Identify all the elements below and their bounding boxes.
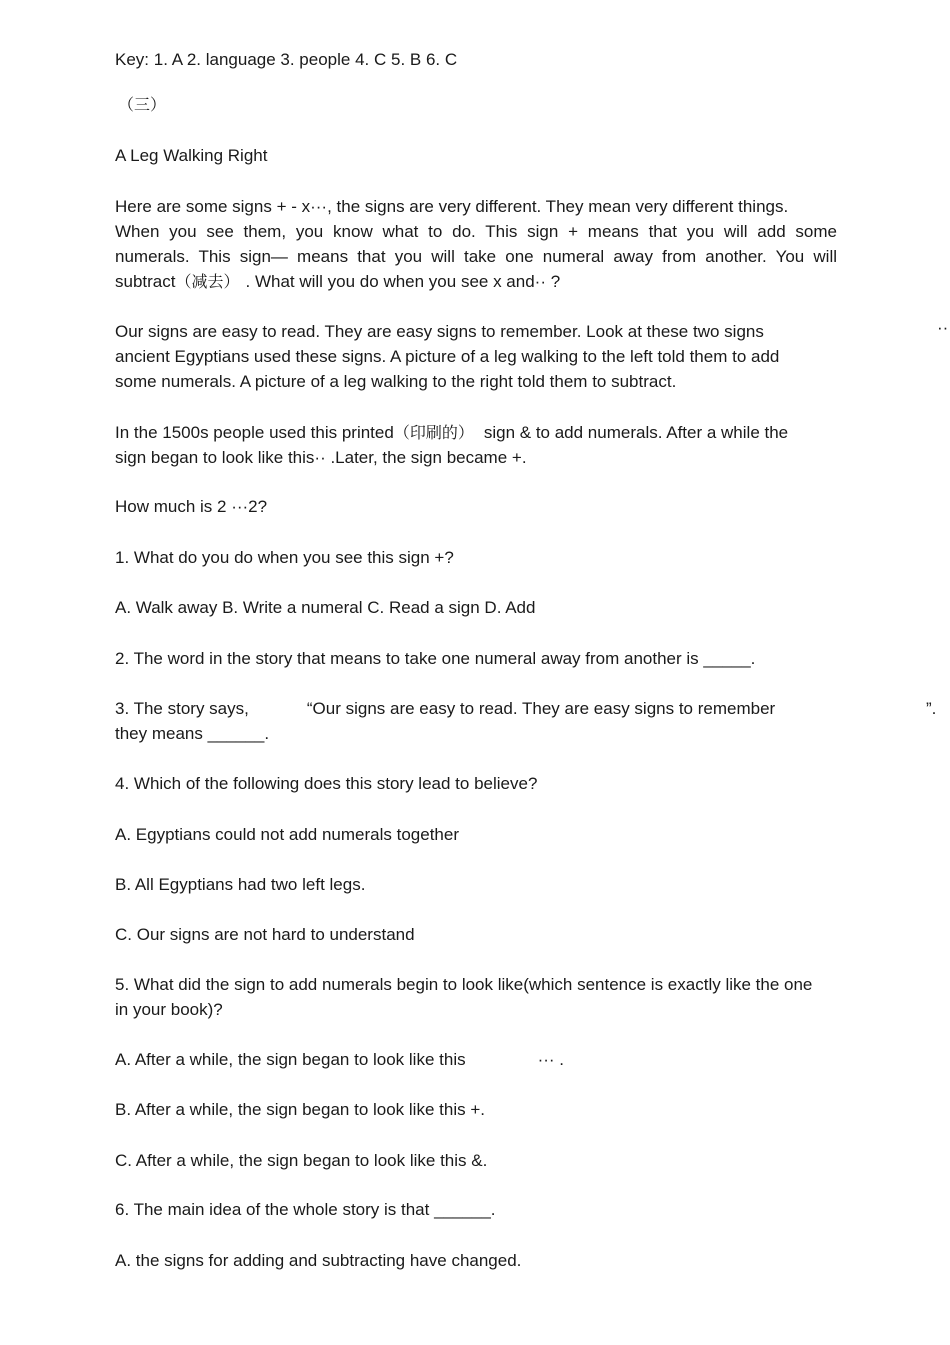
paragraph-line: ancient Egyptians used these signs. A picture of a leg walking to the left told them to add [115,347,780,366]
question-4-option-c: C. Our signs are not hard to understand [115,925,415,944]
question-4-option-a: A. Egyptians could not add numerals together [115,825,459,844]
text-segment: ··· . [537,1050,565,1069]
paragraph-line: some numerals. A picture of a leg walking to the right told them to subtract. [115,372,677,391]
question-4-option-b: B. All Egyptians had two left legs. [115,875,366,894]
question-4: 4. Which of the following does this story lead to believe? [115,774,538,793]
paragraph-line [115,272,560,292]
question-5-option-a [115,1050,564,1070]
answer-key: Key: 1. A 2. language 3. people 4. C 5. B 6. C [115,50,458,69]
paragraph-line: When you see them, you know what to do. This sign + means that you will add some [115,222,837,241]
paragraph-line [115,423,788,443]
cut-off-glyph: ·· [937,318,949,337]
paragraph-line: sign began to look like this·· .Later, the sign became +. [115,448,527,467]
question-2: 2. The word in the story that means to take one numeral away from another is _____. [115,649,756,668]
question-line: 5. What did the sign to add numerals begin to look like(which sentence is exactly like the one [115,975,813,994]
section-marker: （三） [118,95,167,114]
text-segment: subtract [115,272,176,291]
chinese-gloss: （减去） [175,272,240,291]
quoted-text: “Our signs are easy to read. They are easy signs to remember [306,699,776,718]
paragraph-line: numerals. This sign— means that you will take one numeral away from another. You will [115,247,837,266]
question-6: 6. The main idea of the whole story is that ______. [115,1200,496,1219]
paragraph-line: Our signs are easy to read. They are easy signs to remember. Look at these two signs [115,322,764,341]
text-segment: A. After a while, the sign began to look like this [115,1050,466,1069]
question-1: 1. What do you do when you see this sign +? [115,548,454,567]
question-1-options: A. Walk away B. Write a numeral C. Read a sign D. Add [115,598,536,617]
question-line: in your book)? [115,1000,223,1019]
text-segment: . What will you do when you see x and·· ? [245,272,561,291]
text-segment: sign & to add numerals. After a while the [483,423,789,442]
text-segment: 3. The story says, [115,699,249,718]
question-5-option-b: B. After a while, the sign began to look like this +. [115,1100,485,1119]
question-line: How much is 2 ···2? [115,497,268,516]
paragraph-line: Here are some signs + - x···, the signs are very different. They mean very different things. [115,197,789,216]
story-title: A Leg Walking Right [115,146,268,165]
question-5-option-c: C. After a while, the sign began to look like this &. [115,1151,488,1170]
question-line [115,699,775,719]
text-segment: In the 1500s people used this printed [115,423,394,442]
question-6-option-a: A. the signs for adding and subtracting have changed. [115,1251,522,1270]
chinese-gloss: （印刷的） [393,423,474,442]
closing-quote: ”. [926,699,937,718]
question-line: they means ______. [115,724,270,743]
